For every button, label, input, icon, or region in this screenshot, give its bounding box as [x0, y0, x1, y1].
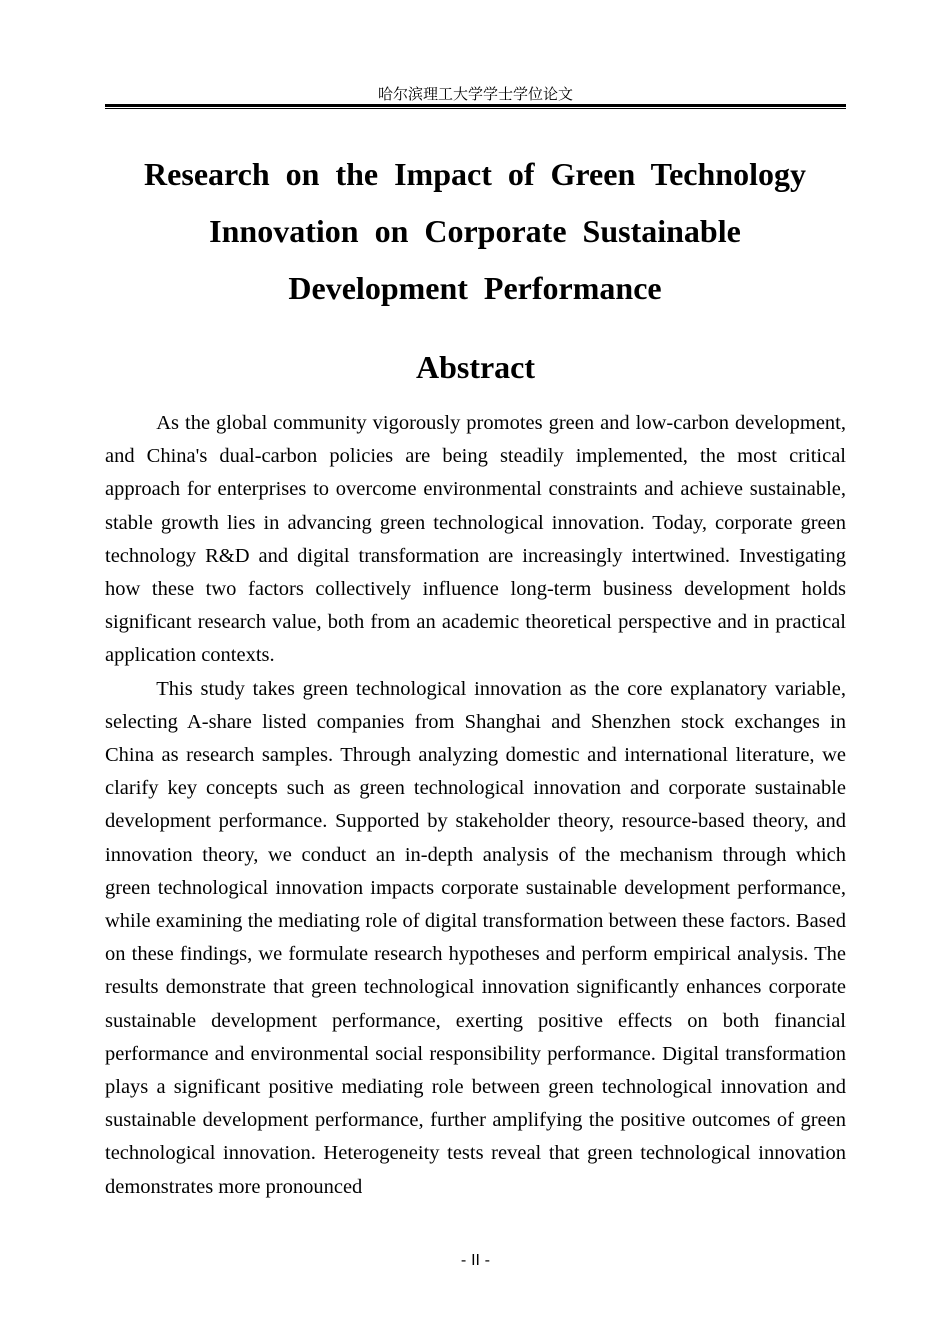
- running-header: 哈尔滨理工大学学士学位论文: [377, 85, 573, 103]
- abstract-heading: Abstract: [415, 349, 536, 385]
- header-rule-thick: [105, 104, 846, 107]
- title-line-2: Innovation on Corporate Sustainable: [209, 213, 741, 249]
- abstract-paragraph-1: As the global community vigorously promotes green and low-carbon development, and China's dual-carbon policies are being steadily implemented, the most critical approach for enterprises to overcome environmental constraints and achieve sustainable, stable growth lies in advancing green technological innovation. Today, corporate green technology R&D and digital transformation are increasingly intertwined. Investigating how these two factors collectively influence long-term business development holds significant research value, both from an academic theoretical perspective and in practical application contexts.: [105, 412, 846, 667]
- abstract-paragraph-2: This study takes green technological innovation as the core explanatory variable, selecting A-share listed companies from Shanghai and Shenzhen stock exchanges in China as research samples. Through analyzing domestic and international literature, we clarify key concepts such as green technological innovation and corporate sustainable development performance. Supported by stakeholder theory, resource-based theory, and innovation theory, we conduct an in-depth analysis of the mechanism through which green technological innovation impacts corporate sustainable development performance, while examining the mediating role of digital transformation between these factors. Based on these findings, we formulate research hypotheses and perform empirical analysis. The results demonstrate that green technological innovation significantly enhances corporate sustainable development performance, exerting positive effects on both financial performance and environmental social responsibility performance. Digital transformation plays a significant positive mediating role between green technological innovation and sustainable development performance, further amplifying the positive outcomes of green technological innovation. Heterogeneity tests reveal that green technological innovation demonstrates more pronounced: [105, 677, 846, 1198]
- page-number: - II -: [460, 1251, 491, 1269]
- title-line-1: Research on the Impact of Green Technology: [144, 156, 806, 192]
- paper-title: [130, 146, 820, 317]
- header-rule-thin: [105, 108, 846, 109]
- abstract-body: [105, 407, 846, 1204]
- title-line-3: Development Performance: [288, 270, 662, 306]
